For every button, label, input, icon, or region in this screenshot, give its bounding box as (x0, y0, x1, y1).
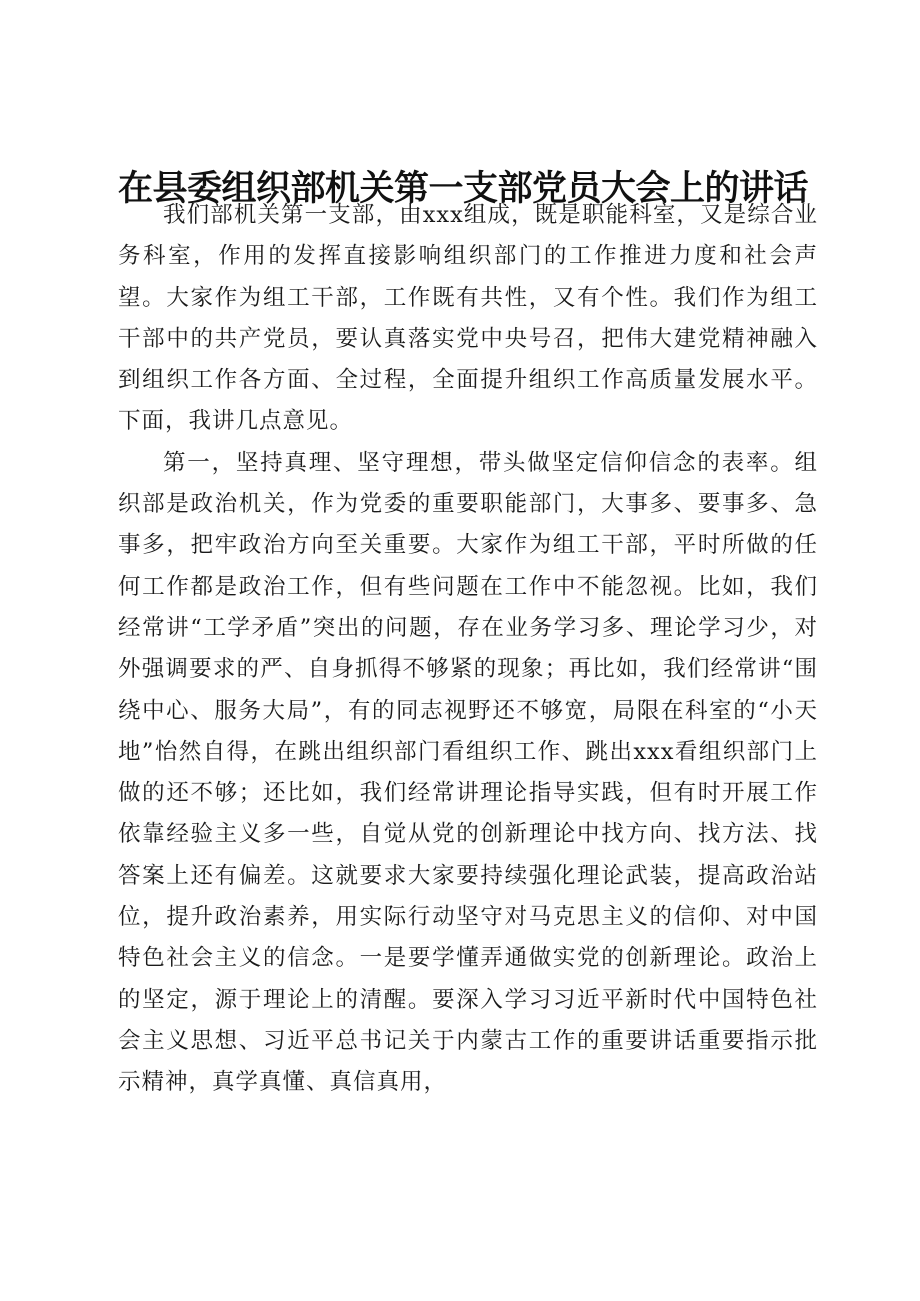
paragraph-intro: 我们部机关第一支部，由xxx组成，既是职能科室，又是综合业务科室，作用的发挥直接影响组织部门的工作推进力度和社会声望。大家作为组工干部，工作既有共性，又有个性。我们作为组工干部中的共产党员，要认真落实党中央号召，把伟大建党精神融入到组织工作各方面、全过程，全面提升组织工作高质量发展水平。下面，我讲几点意见。 (118, 202, 818, 435)
paragraph-first-point: 第一，坚持真理、坚守理想，带头做坚定信仰信念的表率。组织部是政治机关，作为党委的重要职能部门，大事多、要事多、急事多，把牢政治方向至关重要。大家作为组工干部，平时所做的任何工作都是政治工作，但有些问题在工作中不能忽视。比如，我们经常讲“工学矛盾”突出的问题，存在业务学习多、理论学习少，对外强调要求的严、自身抓得不够紧的现象；再比如，我们经常讲“围绕中心、服务大局”，有的同志视野还不够宽，局限在科室的“小天地”怡然自得，在跳出组织部门看组织工作、跳出xxx看组织部门上做的还不够；还比如，我们经常讲理论指导实践，但有时开展工作依靠经验主义多一些，自觉从党的创新理论中找方向、找方法、找答案上还有偏差。这就要求大家要持续强化理论武装，提高政治站位，提升政治素养，用实际行动坚守对马克思主义的信仰、对中国特色社会主义的信念。一是要学懂弄通做实党的创新理论。政治上的坚定，源于理论上的清醒。要深入学习习近平新时代中国特色社会主义思想、习近平总书记关于内蒙古工作的重要讲话重要指示批示精神，真学真懂、真信真用， (118, 449, 818, 1096)
document-body (118, 195, 818, 1104)
document-title: 在县委组织部机关第一支部党员大会上的讲话 (118, 169, 809, 209)
